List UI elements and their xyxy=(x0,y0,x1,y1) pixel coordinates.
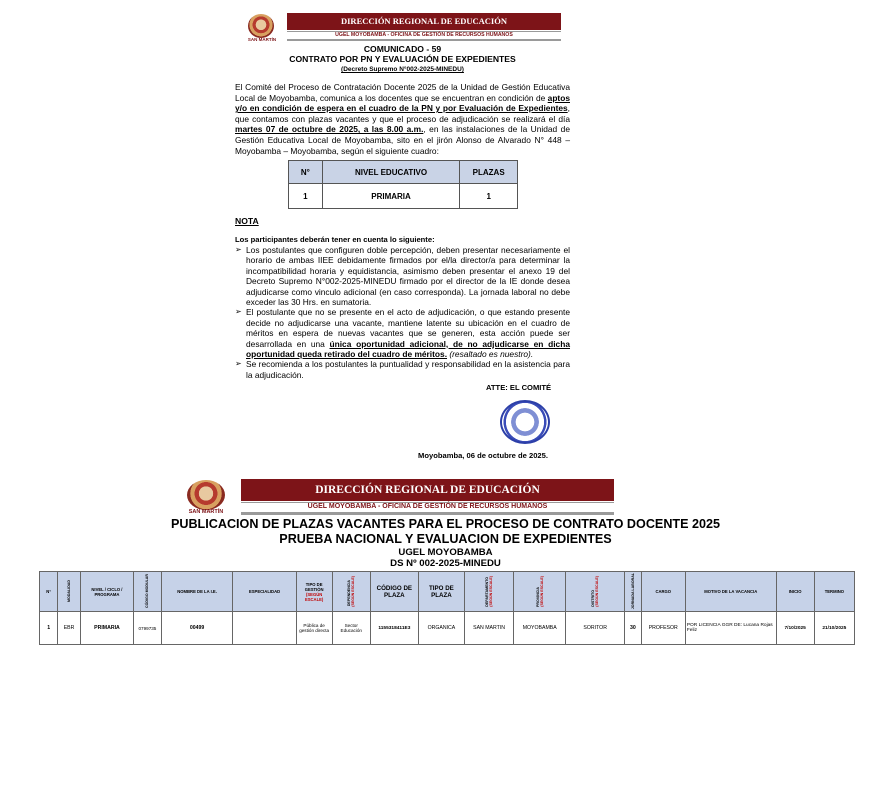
col-departamento-note: (SEGÚN ESCALE) xyxy=(489,575,494,607)
cell-codigo-modular: 0799735 xyxy=(134,612,162,645)
body-bold-2: martes 07 de octubre de 2025, a las 8.00 a.m. xyxy=(235,124,424,135)
col-dependencia-note: (SEGÚN ESCALE) xyxy=(351,575,356,607)
body-text-2: , que contamos con plazas vacantes y que el proceso de adjudicación se realizará el día xyxy=(235,103,570,124)
col-dependencia-label: DEPENDENCIA xyxy=(347,580,352,607)
header-subtitle: UGEL MOYOBAMBA - OFICINA DE GESTIÓN DE RECURSOS HUMANOS xyxy=(335,32,513,38)
cell-n: 1 xyxy=(40,612,58,645)
cell-nombre: 00499 xyxy=(161,612,233,645)
col-distrito xyxy=(566,572,625,612)
col-jornada-label: JORNADA LABORAL xyxy=(630,573,635,610)
col-distrito-label: DISTRITO xyxy=(591,589,596,607)
col-tipo-gestion-label: TIPO DE GESTIÓN xyxy=(304,581,324,592)
col-modalidad xyxy=(58,572,80,612)
body-paragraph xyxy=(235,82,570,156)
ugel-name: UGEL MOYOBAMBA xyxy=(398,547,493,558)
decree-number: DS Nº 002-2025-MINEDU xyxy=(390,558,501,569)
publication-title: PUBLICACION DE PLAZAS VACANTES PARA EL PROCESO DE CONTRATO DOCENTE 2025 xyxy=(170,517,721,531)
nota-item-2c: (resaltado es nuestro). xyxy=(447,349,534,360)
col-dependencia xyxy=(332,572,370,612)
plazas-table xyxy=(288,160,518,209)
col-tipo-plaza: TIPO DE PLAZA xyxy=(418,572,464,612)
col-plazas: PLAZAS xyxy=(460,161,518,184)
publication-subtitle: PRUEBA NACIONAL Y EVALUACION DE EXPEDIENTES xyxy=(279,532,612,546)
nota-item-2a: El postulante que no se presente en el acto de adjudicación, o que estando presente decide no adjudicarse una vacante, mantiene latente su ubicación en el cuadro de méritos en espera de nuevas vacantes que se generen, esta acción puede ser desarrollada en una xyxy=(246,307,570,349)
committee-seal xyxy=(500,400,550,444)
cell-especialidad xyxy=(233,612,296,645)
nota-item-2b: única oportunidad adicional, de no adjudicarse en dicha oportunidad queda retirado del cuadro de méritos. xyxy=(246,338,570,360)
cell-motivo: POR LICENCIA GGR DE: Lucana Rojas Feliz xyxy=(685,612,776,645)
cell-provincia: MOYOBAMBA xyxy=(514,612,566,645)
logo-caption: SAN MARTÍN xyxy=(188,509,224,515)
table-header-row xyxy=(40,572,855,612)
cell-number: 1 xyxy=(289,184,323,209)
vacancies-table xyxy=(39,571,855,645)
cell-termino: 21/10/2025 xyxy=(814,612,854,645)
cell-inicio: 7/10/2025 xyxy=(776,612,814,645)
list-item xyxy=(235,359,570,380)
cell-dependencia: Sector Educación xyxy=(332,612,370,645)
signature-line: ATTE: EL COMITÉ xyxy=(486,383,552,392)
col-codigo-modular xyxy=(134,572,162,612)
col-jornada xyxy=(625,572,642,612)
col-distrito-note: (SEGÚN ESCALE) xyxy=(595,575,600,607)
body-text-3: , en las instalaciones de la Unidad de Gestión Educativa Local de Moyobamba, sito en el jirón Alonso de Alvarado N° 448 – Moyobamba – Moyobamba, según el siguiente cuadro: xyxy=(235,124,570,156)
drep-logo xyxy=(187,480,225,510)
col-departamento-label: DEPARTAMENTO xyxy=(485,576,490,607)
cell-codigo-plaza: 1155318411E3 xyxy=(370,612,418,645)
col-nivel: NIVEL EDUCATIVO xyxy=(322,161,460,184)
col-nombre: NOMBRE DE LA I.E. xyxy=(161,572,233,612)
cell-modalidad: EBR xyxy=(58,612,80,645)
col-provincia xyxy=(514,572,566,612)
header-band: DIRECCIÓN REGIONAL DE EDUCACIÓN xyxy=(241,479,614,501)
col-tipo-gestion xyxy=(296,572,332,612)
contract-title: CONTRATO POR PN Y EVALUACIÓN DE EXPEDIENTES xyxy=(289,54,516,64)
cell-cargo: PROFESOR xyxy=(641,612,685,645)
decree-reference: (Decreto Supremo N°002-2025-MINEDU) xyxy=(341,66,464,73)
body-bold-1: aptos y/o en condición de espera en el cuadro de la PN y por Evaluación de Expedientes xyxy=(235,92,570,114)
nota-item-1: Los postulantes que configuren doble percepción, deben presentar necesariamente el horario de ambas IIEE debidamente firmados por el/la director/a para determinar la incompatibilidad horaria y equidistancia, asimismo deben presentar el anexo 19 del Decreto Supremo N°002-2025-MINEDU firmado por el director de la IE donde desea adjudicarse como vinculo adicional (en caso corresponda). La jornada laboral no debe exceder las 30 Hrs. en sumatoria. xyxy=(246,245,570,308)
header-subtitle: UGEL MOYOBAMBA - OFICINA DE GESTIÓN DE RECURSOS HUMANOS xyxy=(307,503,548,510)
col-nivel: NIVEL / CICLO / PROGRAMA xyxy=(80,572,133,612)
col-modalidad-label: MODALIDAD xyxy=(67,580,72,603)
table-header-row xyxy=(289,161,518,184)
cell-distrito: SORITOR xyxy=(566,612,625,645)
list-item xyxy=(235,245,570,307)
col-tipo-gestion-note: (SEGÚN ESCALE) xyxy=(304,591,324,602)
col-codigo-plaza: CÓDIGO DE PLAZA xyxy=(370,572,418,612)
nota-title: NOTA xyxy=(235,216,259,226)
list-item xyxy=(235,307,570,359)
col-termino: TERMINO xyxy=(814,572,854,612)
logo-caption: SAN MARTÍN xyxy=(247,37,277,42)
col-inicio: INICIO xyxy=(776,572,814,612)
col-codigo-modular-label: CÓDIGO MODULAR xyxy=(145,574,150,609)
cell-nivel: PRIMARIA xyxy=(322,184,460,209)
date-line: Moyobamba, 06 de octubre de 2025. xyxy=(418,451,548,460)
col-motivo: MOTIVO DE LA VACANCIA xyxy=(685,572,776,612)
col-number: N° xyxy=(289,161,323,184)
cell-tipo-plaza: ORGANICA xyxy=(418,612,464,645)
cell-tipo-gestion: Pública de gestión directa xyxy=(296,612,332,645)
cell-plazas: 1 xyxy=(460,184,518,209)
drep-logo xyxy=(248,14,274,38)
comunicado-number: COMUNICADO - 59 xyxy=(363,44,442,54)
cell-jornada: 30 xyxy=(625,612,642,645)
nota-item-3: Se recomienda a los postulantes la puntualidad y responsabilidad en la asistencia para la adjudicación. xyxy=(246,359,570,380)
cell-nivel: PRIMARIA xyxy=(80,612,133,645)
table-row xyxy=(289,184,518,209)
col-provincia-note: (SEGÚN ESCALE) xyxy=(539,575,544,607)
col-provincia-label: PROVINCIA xyxy=(535,586,540,607)
col-n: N° xyxy=(40,572,58,612)
col-departamento xyxy=(464,572,513,612)
header-band: DIRECCIÓN REGIONAL DE EDUCACIÓN xyxy=(287,13,561,30)
body-text-1: El Comité del Proceso de Contratación Docente 2025 de la Unidad de Gestión Educativa Local de Moyobamba, comunica a los docentes que se encuentran en condición de xyxy=(235,82,570,103)
cell-departamento: SAN MARTIN xyxy=(464,612,513,645)
header-rule-bottom xyxy=(287,39,561,41)
col-cargo: CARGO xyxy=(641,572,685,612)
table-row xyxy=(40,612,855,645)
col-especialidad: ESPECIALIDAD xyxy=(233,572,296,612)
nota-intro: Los participantes deberán tener en cuenta lo siguiente: xyxy=(235,235,435,244)
header-rule-bottom xyxy=(241,512,614,515)
nota-list xyxy=(235,245,570,380)
